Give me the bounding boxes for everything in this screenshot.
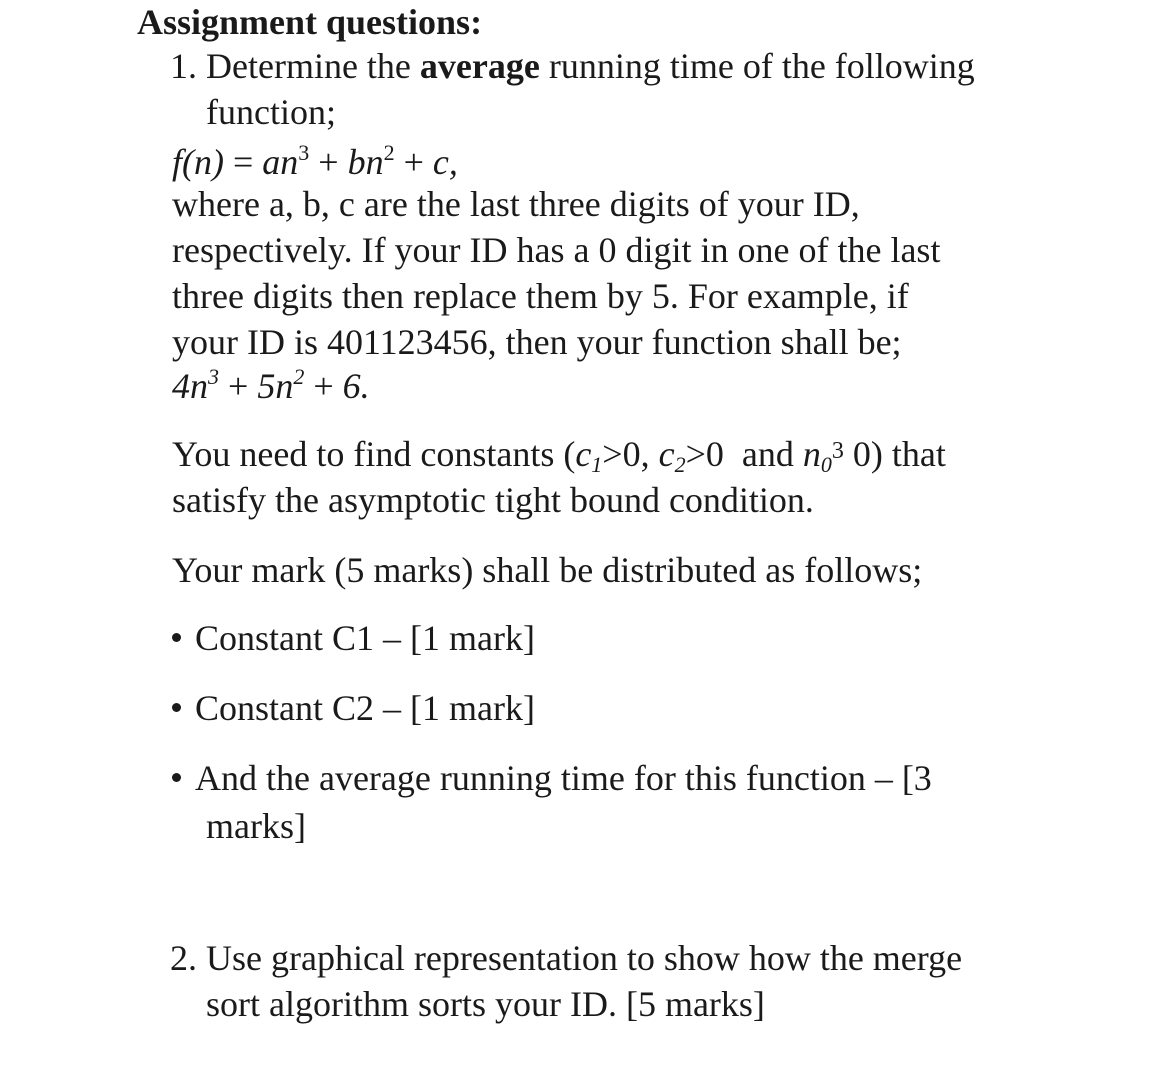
example-term-2: 5n: [257, 366, 294, 406]
formula-lhs: f(n): [172, 142, 224, 182]
constant-c1: c: [575, 434, 592, 474]
question-1-number: 1.: [170, 46, 197, 86]
constants-post: 0) that: [852, 434, 946, 474]
bullet-item-2: [172, 690, 535, 726]
formula-plus-1: +: [318, 142, 339, 182]
constant-c1-sub: 1: [591, 452, 603, 477]
question-1-intro-pre: Determine the: [206, 46, 411, 86]
example-plus-2: +: [313, 366, 334, 406]
formula-exp-2: 2: [383, 140, 395, 165]
formula-equals: =: [232, 142, 254, 182]
bullet-dot-icon: [172, 633, 181, 642]
question-1-line-2: function;: [206, 92, 336, 132]
constant-n0: n: [802, 434, 821, 474]
constants-line-1: [172, 434, 946, 477]
marks-intro: Your mark (5 marks) shall be distributed as follows;: [172, 550, 923, 590]
question-2-text: Use graphical representation to show how the merge: [206, 938, 963, 978]
formula-exp-3: 3: [298, 140, 310, 165]
formula-term-b: bn: [347, 142, 384, 182]
example-term-3: 6.: [342, 366, 370, 406]
constant-c2-condition: >0: [685, 434, 724, 474]
bullet-text-2: Constant C2 – [1 mark]: [195, 688, 535, 728]
bullet-item-3: [172, 760, 932, 796]
question-2-line-2: sort algorithm sorts your ID. [5 marks]: [206, 984, 765, 1024]
formula-plus-2: +: [403, 142, 424, 182]
function-formula: [172, 140, 458, 182]
question-1-intro-post: running time of the following: [548, 46, 975, 86]
bullet-item-1: [172, 620, 535, 656]
constants-pre: You need to find constants (: [172, 434, 576, 474]
example-exp-2: 2: [293, 364, 305, 389]
question-2-number: 2.: [170, 938, 197, 978]
question-1-line-1: [170, 48, 975, 84]
body-line-1: where a, b, c are the last three digits of your ID,: [172, 184, 860, 224]
constant-c1-condition: >0,: [602, 434, 650, 474]
constant-n0-relation: 3: [831, 438, 844, 464]
constant-n0-sub: 0: [820, 452, 832, 477]
example-function: [172, 364, 370, 406]
bullet-text-3-line-2: marks]: [206, 806, 306, 846]
body-line-3: three digits then replace them by 5. For example, if: [172, 276, 909, 316]
example-plus-1: +: [228, 366, 249, 406]
bullet-dot-icon: [172, 703, 181, 712]
constant-c2-sub: 2: [674, 452, 686, 477]
constants-and: and: [741, 434, 794, 474]
question-2-line-1: [170, 940, 962, 976]
constants-line-2: satisfy the asymptotic tight bound condition.: [172, 480, 814, 520]
example-exp-3: 3: [208, 364, 219, 389]
body-line-4: your ID is 401123456, then your function shall be;: [172, 322, 902, 362]
example-term-1: 4n: [172, 366, 208, 406]
formula-term-c: c,: [432, 142, 458, 182]
bullet-text-1: Constant C1 – [1 mark]: [195, 618, 535, 658]
question-1-emphasis: average: [419, 46, 540, 86]
bullet-dot-icon: [172, 773, 181, 782]
formula-term-a: an: [262, 142, 299, 182]
constant-c2: c: [658, 434, 675, 474]
heading: Assignment questions:: [137, 2, 483, 42]
body-line-2: respectively. If your ID has a 0 digit in one of the last: [172, 230, 941, 270]
bullet-text-3: And the average running time for this function – [3: [195, 758, 932, 798]
